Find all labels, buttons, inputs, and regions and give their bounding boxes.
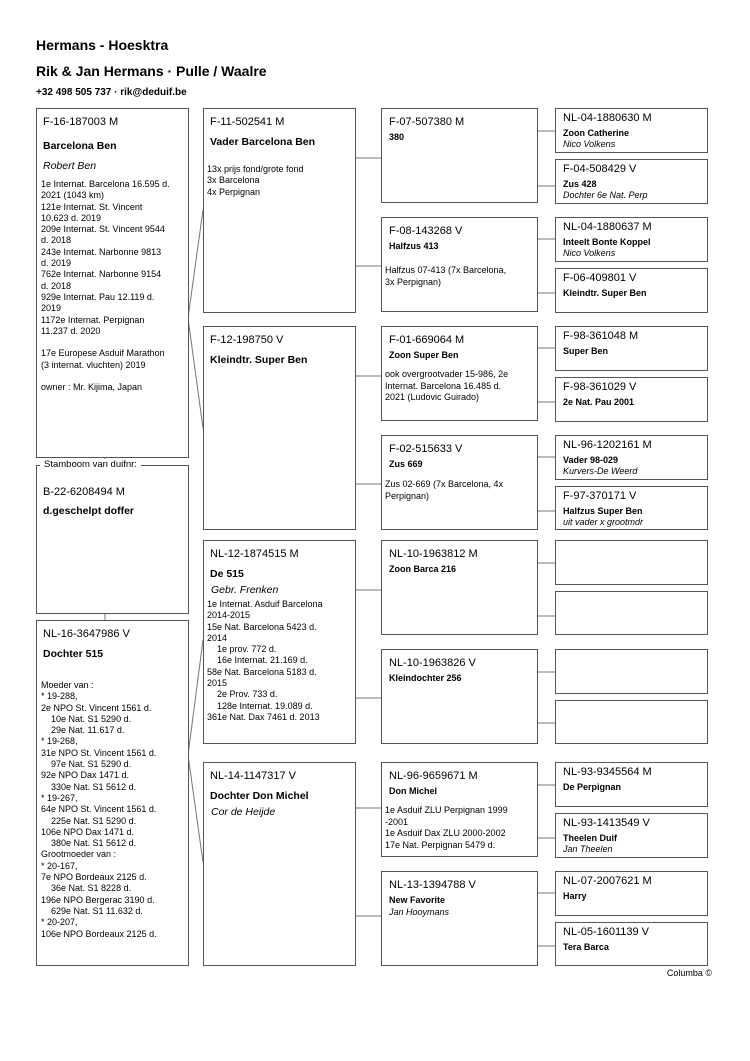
mother-info: Moeder van : * 19-288, 2e NPO St. Vincent 1561 d. 10e Nat. S1 5290 d. 29e Nat. 11.617 d. * 19-268, 31e NPO St. Vincent 1561 d. 97e Nat. S1 5290 d. 92e NPO Dax 1471 d. 330e Nat. S1 5612 d. * 19-267, 64e NPO St. Vincent 1561 d. 225e Nat. S1 5290 d. 106e NPO Dax 1471 d. 380e Nat. S1 5612 d. Grootmoeder van : * 20-167, 7e NPO Bordeaux 2125 d. 36e Nat. S1 8228 d. 196e NPO Bergerac 3190 d. 629e Nat. S1 11.632 d. * 20-207, 106e NPO Bordeaux 2125 d. (41, 680, 157, 939)
grandparent-card[interactable] (203, 108, 356, 313)
ancestor-card[interactable] (555, 377, 708, 422)
ancestor-ring: F-98-361048 M (563, 330, 639, 342)
great-grandparent-card[interactable] (381, 762, 538, 857)
ancestor-card[interactable] (555, 922, 708, 966)
page-title: Hermans - Hoesktra (36, 37, 169, 53)
great-grandparent-name: Zoon Barca 216 (389, 564, 457, 574)
stamboom-label: Stamboom van duifnr: (40, 459, 141, 470)
great-grandparent-name: Don Michel (389, 786, 438, 796)
ancestor-name: Zoon Catherine (563, 128, 630, 138)
footer-credit: Columba © (666, 968, 712, 978)
mother-name: Dochter 515 (43, 648, 104, 660)
ancestor-name: Theelen Duif (563, 833, 618, 843)
grandparent-ring: F-12-198750 V (210, 334, 284, 346)
ancestor-card[interactable] (555, 762, 708, 807)
grandparent-info: 1e Internat. Asduif Barcelona 2014-2015 15e Nat. Barcelona 5423 d. 2014 1e prov. 772 d. 16e Internat. 21.169 d. 58e Nat. Barcelona 5183 d. 2015 2e Prov. 733 d. 128e Internat. 19.089 d. 361e Nat. Dax 7461 d. 2013 (207, 599, 323, 722)
ancestor-card[interactable] (555, 871, 708, 916)
ancestor-ring: F-98-361029 V (563, 381, 637, 393)
great-grandparent-info: Halfzus 07-413 (7x Barcelona, 3x Perpignan) (385, 265, 507, 287)
ancestor-name: Super Ben (563, 346, 609, 356)
father-owner: Robert Ben (43, 160, 97, 172)
ancestor-ring: F-97-370171 V (563, 490, 637, 502)
grandparent-name: Dochter Don Michel (210, 790, 309, 802)
ancestor-card[interactable] (555, 813, 708, 858)
great-grandparent-name: Zus 669 (389, 459, 423, 469)
grandparent-ring: NL-14-1147317 V (210, 770, 297, 782)
ancestor-owner: Dochter 6e Nat. Perp (563, 190, 648, 200)
great-grandparent-name: Zoon Super Ben (389, 350, 459, 360)
great-grandparent-name: Halfzus 413 (389, 241, 439, 251)
ancestor-name: 2e Nat. Pau 2001 (563, 397, 635, 407)
ancestor-ring: NL-93-9345564 M (563, 766, 652, 778)
ancestor-ring: NL-04-1880630 M (563, 112, 652, 124)
grandparent-name: De 515 (210, 568, 244, 580)
ancestor-ring: NL-96-1202161 M (563, 439, 652, 451)
ancestor-name: De Perpignan (563, 782, 622, 792)
grandparent-owner: Cor de Heijde (211, 806, 276, 818)
ancestor-owner: Nico Volkens (563, 139, 616, 149)
great-grandparent-ring: F-07-507380 M (389, 116, 465, 128)
great-grandparent-name: Kleindochter 256 (389, 673, 462, 683)
grandparent-ring: NL-12-1874515 M (210, 548, 299, 560)
great-grandparent-ring: F-08-143268 V (389, 225, 463, 237)
ancestor-card[interactable] (555, 326, 708, 371)
ancestor-ring: F-04-508429 V (563, 163, 637, 175)
great-grandparent-owner: Jan Hooymans (389, 907, 450, 917)
ancestor-card[interactable] (555, 486, 708, 530)
great-grandparent-info: Zus 02-669 (7x Barcelona, 4x Perpignan) (385, 479, 504, 501)
ancestor-card[interactable] (555, 108, 708, 153)
great-grandparent-card[interactable] (381, 326, 538, 421)
mother-ring: NL-16-3647986 V (43, 628, 130, 640)
ancestor-owner: Kurvers-De Weerd (563, 466, 638, 476)
great-grandparent-card[interactable] (381, 871, 538, 966)
great-grandparent-card[interactable] (381, 108, 538, 203)
ancestor-ring: F-06-409801 V (563, 272, 637, 284)
subject-name: d.geschelpt doffer (43, 505, 135, 517)
ancestor-card[interactable] (555, 435, 708, 480)
subject-card[interactable] (36, 465, 189, 614)
grandparent-owner: Gebr. Frenken (211, 584, 279, 596)
great-grandparent-info: 1e Asduif ZLU Perpignan 1999 -2001 1e Asduif Dax ZLU 2000-2002 17e Nat. Perpignan 5479 d. (385, 805, 508, 850)
great-grandparent-name: 380 (389, 132, 405, 142)
grandparent-name: Kleindtr. Super Ben (210, 354, 308, 366)
great-grandparent-card[interactable] (381, 649, 538, 744)
ancestor-name: Tera Barca (563, 942, 609, 952)
subject-ring: B-22-6208494 M (43, 486, 125, 498)
father-card[interactable] (36, 108, 189, 458)
great-grandparent-card[interactable] (381, 540, 538, 635)
ancestor-card-empty[interactable] (555, 700, 708, 744)
ancestor-card[interactable] (555, 268, 708, 313)
great-grandparent-ring: NL-10-1963826 V (389, 657, 476, 669)
grandparent-info: 13x prijs fond/grote fond 3x Barcelona 4x Perpignan (207, 164, 304, 197)
great-grandparent-card[interactable] (381, 217, 538, 312)
breeder-name: Rik & Jan Hermans · Pulle / Waalre (36, 63, 267, 79)
great-grandparent-name: New Favorite (389, 895, 446, 905)
ancestor-card-empty[interactable] (555, 591, 708, 635)
ancestor-name: Zus 428 (563, 179, 597, 189)
great-grandparent-ring: NL-96-9659671 M (389, 770, 478, 782)
ancestor-ring: NL-93-1413549 V (563, 817, 650, 829)
ancestor-owner: Nico Volkens (563, 248, 616, 258)
ancestor-owner: Jan Theelen (563, 844, 613, 854)
grandparent-card[interactable] (203, 326, 356, 530)
father-name: Barcelona Ben (43, 140, 117, 152)
great-grandparent-ring: NL-13-1394788 V (389, 879, 476, 891)
great-grandparent-info: ook overgrootvader 15-986, 2e Internat. Barcelona 16.485 d. 2021 (Ludovic Guirado) (385, 369, 509, 402)
ancestor-owner: uit vader x grootmdr (563, 517, 644, 527)
ancestor-name: Inteelt Bonte Koppel (563, 237, 651, 247)
ancestor-card-empty[interactable] (555, 540, 708, 585)
ancestor-name: Kleindtr. Super Ben (563, 288, 647, 298)
father-info: 1e Internat. Barcelona 16.595 d. 2021 (1043 km) 121e Internat. St. Vincent 10.623 d. 2019 209e Internat. St. Vincent 9544 d. 2018 243e Internat. Narbonne 9813 d. 2019 762e Internat. Narbonne 9154 d. 2018 929e Internat. Pau 12.119 d. 2019 1172e Internat. Perpignan 11.237 d. 2020 17e Europese Asduif Marathon (3 internat. vluchten) 2019 owner : Mr. Kijima, Japan (41, 179, 170, 393)
ancestor-name: Vader 98-029 (563, 455, 619, 465)
great-grandparent-ring: F-01-669064 M (389, 334, 465, 346)
ancestor-ring: NL-07-2007621 M (563, 875, 652, 887)
mother-card[interactable] (36, 620, 189, 966)
ancestor-card[interactable] (555, 217, 708, 262)
grandparent-card[interactable] (203, 762, 356, 966)
ancestor-card-empty[interactable] (555, 649, 708, 694)
ancestor-name: Harry (563, 891, 587, 901)
grandparent-ring: F-11-502541 M (210, 116, 285, 128)
father-ring: F-16-187003 M (43, 116, 119, 128)
great-grandparent-ring: NL-10-1963812 M (389, 548, 478, 560)
ancestor-card[interactable] (555, 159, 708, 204)
ancestor-name: Halfzus Super Ben (563, 506, 643, 516)
grandparent-name: Vader Barcelona Ben (210, 136, 316, 148)
ancestor-ring: NL-04-1880637 M (563, 221, 652, 233)
contact-info: +32 498 505 737 · rik@deduif.be (36, 87, 187, 98)
great-grandparent-ring: F-02-515633 V (389, 443, 463, 455)
great-grandparent-card[interactable] (381, 435, 538, 530)
ancestor-ring: NL-05-1601139 V (563, 926, 650, 938)
grandparent-card[interactable] (203, 540, 356, 744)
